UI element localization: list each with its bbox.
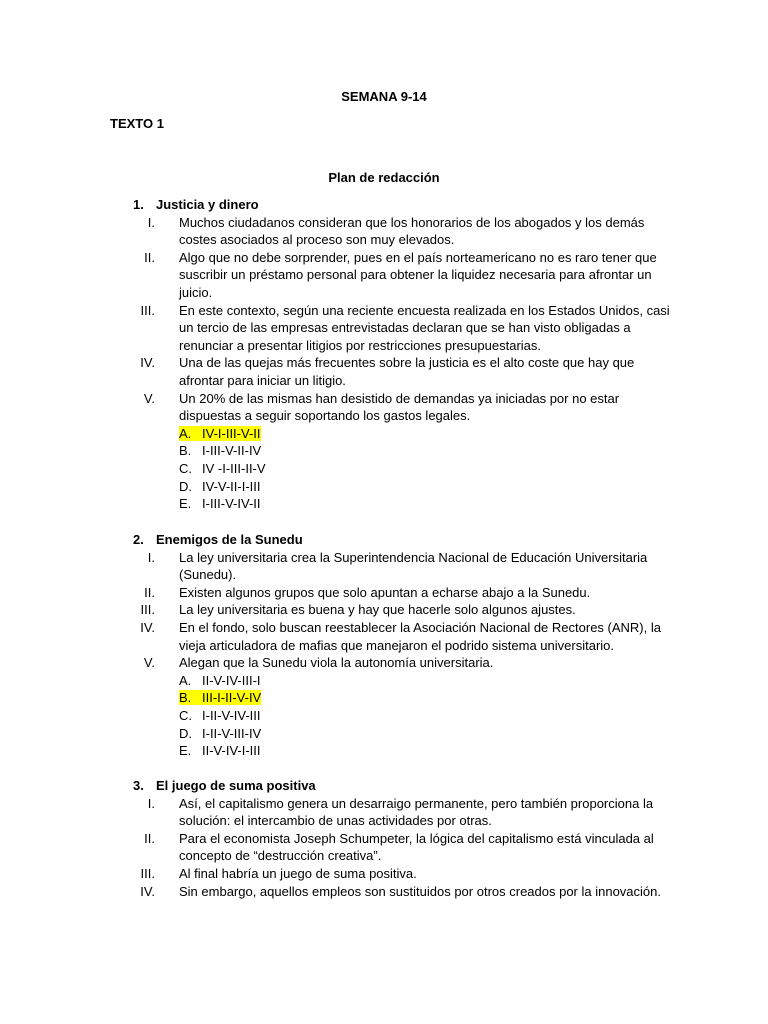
statement-item: III. En este contexto, según una reciente encuesta realizada en los Estados Unidos, casi un tercio de las empresas entrevistadas declaran que se han visto obligadas a renunciar a presentar litigios por restricciones presupuestarias.	[140, 302, 670, 353]
statement-item: I. La ley universitaria crea la Superintendencia Nacional de Educación Universitaria (Sunedu).	[147, 549, 648, 583]
section-title: 3. El juego de suma positiva	[133, 778, 316, 793]
section-1	[133, 196, 693, 513]
texto-label: TEXTO 1	[110, 116, 164, 131]
statement-item: V. Alegan que la Sunedu viola la autonomía universitaria.	[143, 655, 494, 671]
statement-item: II. Existen algunos grupos que solo apuntan a echarse abajo a la Sunedu.	[144, 584, 591, 600]
statement-item: III. Al final habría un juego de suma positiva.	[140, 865, 417, 881]
answer-option: E. I-III-V-IV-II	[179, 496, 261, 512]
answer-option: E. II-V-IV-I-III	[179, 743, 261, 759]
answer-highlight: A. IV-I-III-V-II	[179, 425, 261, 441]
statement-item: I. Así, el capitalismo genera un desarraigo permanente, pero también proporciona la solución: el intercambio de unas actividades por otras.	[147, 795, 654, 829]
section-3	[133, 777, 693, 900]
answer-option: D. I-II-V-III-IV	[179, 725, 262, 741]
section-title: 1. Justicia y dinero	[133, 197, 259, 212]
answer-option: C. I-II-V-IV-III	[179, 707, 261, 723]
section-2	[133, 531, 693, 760]
statement-item: IV. Una de las quejas más frecuentes sobre la justicia es el alto coste que hay que afrontar para iniciar un litigio.	[140, 355, 635, 388]
answer-option: D. IV-V-II-I-III	[179, 478, 261, 494]
statement-item: IV. En el fondo, solo buscan reestablecer la Asociación Nacional de Rectores (ANR), la vieja articuladora de mafias que manejaron el podrido sistema universitario.	[140, 619, 661, 653]
statement-item: II. Algo que no debe sorprender, pues en el país norteamericano no es raro tener que suscribir un préstamo personal para obtener la liquidez necesaria para afrontar un juicio.	[144, 249, 657, 300]
answer-option: C. IV -I-III-II-V	[179, 460, 266, 476]
section-heading: Plan de redacción	[328, 170, 440, 185]
answer-option: B. I-III-V-II-IV	[179, 443, 262, 459]
answer-option	[179, 425, 693, 443]
statement-item: V. Un 20% de las mismas han desistido de demandas ya iniciadas por no estar dispuestas a seguir soportando los gastos legales.	[143, 390, 620, 424]
answer-option	[179, 689, 693, 707]
statement-item: IV. Sin embargo, aquellos empleos son sustituidos por otros creados por la innovación.	[140, 883, 661, 899]
page-title: SEMANA 9-14	[341, 89, 427, 104]
answer-option: A. II-V-IV-III-I	[179, 672, 261, 688]
answer-options	[133, 425, 693, 513]
answer-highlight: B. III-I-II-V-IV	[179, 690, 262, 706]
answer-options	[133, 672, 693, 760]
statement-item: II. Para el economista Joseph Schumpeter, la lógica del capitalismo está vinculada al concepto de “destrucción creativa”.	[144, 830, 654, 864]
section-title: 2. Enemigos de la Sunedu	[133, 532, 303, 547]
statement-item: I. Muchos ciudadanos consideran que los honorarios de los abogados y los demás costes asociados al proceso son muy elevados.	[147, 214, 645, 248]
statement-item: III. La ley universitaria es buena y hay que hacerle solo algunos ajustes.	[140, 602, 576, 618]
